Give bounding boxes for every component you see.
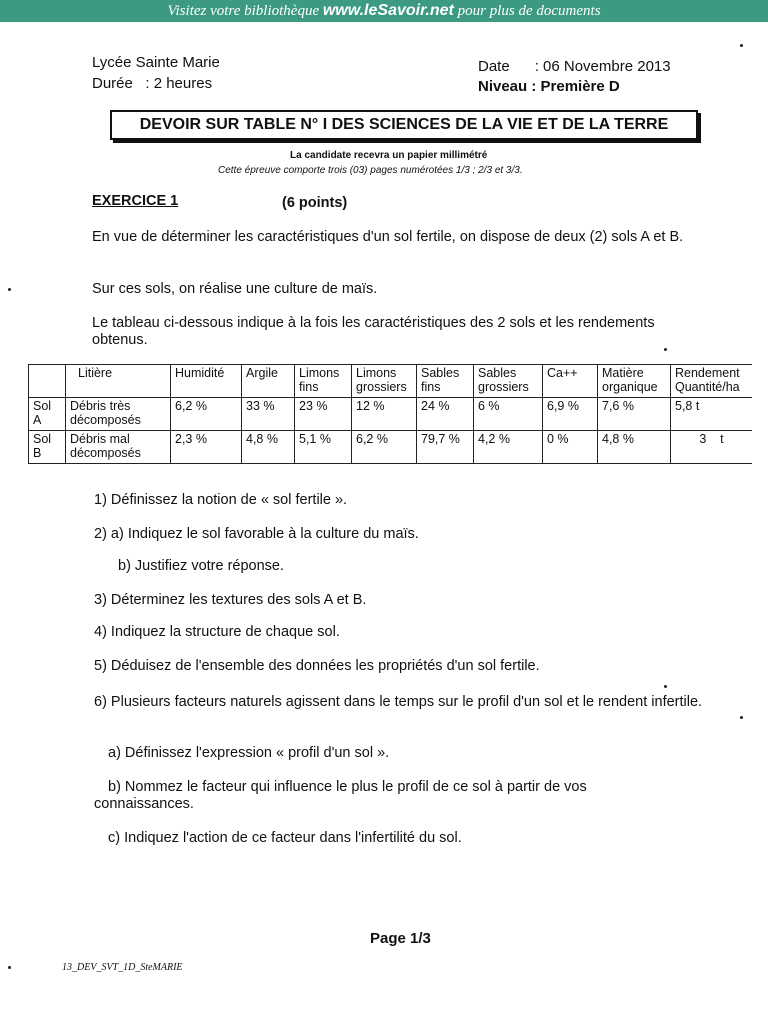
table-header-cell: Rendement Quantité/ha: [671, 365, 753, 398]
table-cell: 5,8 t: [671, 398, 753, 431]
table-header-cell: Argile: [242, 365, 295, 398]
table-cell: Sol A: [29, 398, 66, 431]
table-cell: 3 t: [671, 431, 753, 464]
scan-speck: [8, 288, 11, 291]
table-cell: 4,2 %: [474, 431, 543, 464]
table-header-cell: Litière: [66, 365, 171, 398]
question-2a: 2) a) Indiquez le sol favorable à la culture du maïs.: [94, 526, 419, 542]
question-4: 4) Indiquez la structure de chaque sol.: [94, 624, 340, 640]
table-cell: 5,1 %: [295, 431, 352, 464]
site-banner: [0, 0, 768, 22]
table-header-cell: Ca++: [543, 365, 598, 398]
banner-suffix: pour plus de documents: [457, 3, 601, 19]
question-1: 1) Définissez la notion de « sol fertile ».: [94, 492, 348, 508]
table-cell: 2,3 %: [171, 431, 242, 464]
table-header-cell: Limons grossiers: [352, 365, 417, 398]
table-cell: 23 %: [295, 398, 352, 431]
table-cell: 6,2 %: [352, 431, 417, 464]
scan-speck: [740, 44, 743, 47]
table-cell: 4,8 %: [242, 431, 295, 464]
exercise-paragraph-1: En vue de déterminer les caractéristiques d'un sol fertile, on dispose de deux (2) sols A et B.: [92, 229, 684, 245]
exercise-paragraph-3: Le tableau ci-dessous indique à la fois les caractéristiques des 2 sols et les rendements obtenus.: [92, 315, 655, 348]
question-6c: c) Indiquez l'action de ce facteur dans l'infertilité du sol.: [108, 830, 462, 846]
table-cell: 0 %: [543, 431, 598, 464]
table-header-cell: Humidité: [171, 365, 242, 398]
table-cell: 12 %: [352, 398, 417, 431]
table-header-cell: [29, 365, 66, 398]
table-header-cell: Limons fins: [295, 365, 352, 398]
table-cell: 6 %: [474, 398, 543, 431]
exam-title: DEVOIR SUR TABLE N° I DES SCIENCES DE LA VIE ET DE LA TERRE: [110, 110, 698, 140]
scan-speck: [664, 348, 667, 351]
question-5: 5) Déduisez de l'ensemble des données les propriétés d'un sol fertile.: [94, 658, 540, 674]
scan-speck: [664, 685, 667, 688]
table-cell: 6,2 %: [171, 398, 242, 431]
document-code: 13_DEV_SVT_1D_SteMARIE: [62, 962, 183, 973]
pages-note: Cette épreuve comporte trois (03) pages numérotées 1/3 ; 2/3 et 3/3.: [218, 165, 523, 176]
table-cell: Sol B: [29, 431, 66, 464]
exercise-paragraph-2: Sur ces sols, on réalise une culture de maïs.: [92, 281, 378, 297]
soil-table: [28, 364, 752, 464]
table-header-cell: Matière organique: [598, 365, 671, 398]
exam-level: Niveau : Première D: [478, 78, 620, 95]
table-cell: Débris mal décomposés: [66, 431, 171, 464]
exercise-label: EXERCICE 1: [92, 193, 179, 209]
question-6b: b) Nommez le facteur qui influence le plus le profil de ce sol à partir de vos connaissances.: [94, 779, 587, 812]
table-header-cell: Sables grossiers: [474, 365, 543, 398]
table-header-row: [29, 365, 753, 398]
school-name: Lycée Sainte Marie: [92, 54, 220, 71]
banner-site-link[interactable]: www.leSavoir.net: [322, 2, 454, 19]
paper-note: La candidate recevra un papier millimétré: [290, 150, 488, 161]
table-row: [29, 398, 753, 431]
question-2b: b) Justifiez votre réponse.: [118, 558, 285, 574]
banner-prefix: Visitez votre bibliothèque: [167, 3, 320, 19]
table-cell: 4,8 %: [598, 431, 671, 464]
question-6a: a) Définissez l'expression « profil d'un sol ».: [108, 745, 390, 761]
table-cell: 6,9 %: [543, 398, 598, 431]
page-number: Page 1/3: [370, 930, 431, 947]
table-cell: 33 %: [242, 398, 295, 431]
table-cell: 7,6 %: [598, 398, 671, 431]
question-6: 6) Plusieurs facteurs naturels agissent dans le temps sur le profil d'un sol et le rendent infertile.: [94, 694, 703, 710]
table-row: [29, 431, 753, 464]
table-cell: 79,7 %: [417, 431, 474, 464]
scan-speck: [8, 966, 11, 969]
question-3: 3) Déterminez les textures des sols A et B.: [94, 592, 367, 608]
exercise-points: (6 points): [282, 195, 348, 211]
exam-date: Date : 06 Novembre 2013: [478, 58, 671, 75]
table-header-cell: Sables fins: [417, 365, 474, 398]
exam-duration: Durée : 2 heures: [92, 75, 213, 92]
table-cell: 24 %: [417, 398, 474, 431]
scan-speck: [740, 716, 743, 719]
table-cell: Débris très décomposés: [66, 398, 171, 431]
